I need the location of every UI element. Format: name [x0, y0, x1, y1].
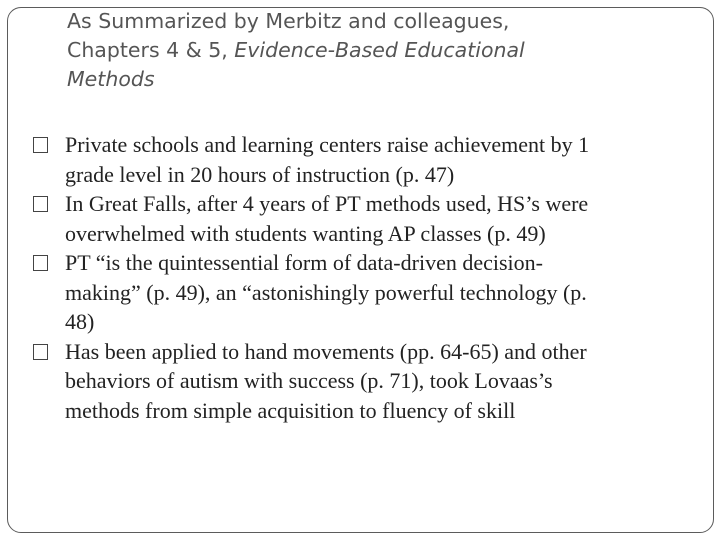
- slide-title: [67, 7, 687, 94]
- bullet-line: grade level in 20 hours of instruction (p. 47): [65, 161, 455, 187]
- bullet-line: Private schools and learning centers raise achievement by 1: [65, 132, 590, 157]
- bullet-item: [30, 189, 670, 248]
- title-line: [67, 36, 687, 65]
- bullet-item: [30, 248, 670, 337]
- title-line: As Summarized by Merbitz and colleagues,: [67, 9, 510, 33]
- hollow-square-bullet-icon: [33, 196, 48, 212]
- title-italic-text: Evidence-Based Educational: [234, 38, 525, 62]
- hollow-square-bullet-icon: [33, 255, 48, 271]
- bullet-line: making” (p. 49), an “astonishingly powerful technology (p.: [65, 279, 587, 305]
- bullet-line: overwhelmed with students wanting AP classes (p. 49): [65, 220, 546, 246]
- bullet-item: [30, 337, 670, 426]
- bullet-line: methods from simple acquisition to fluency of skill: [65, 397, 516, 423]
- title-text: Chapters 4 & 5,: [67, 38, 235, 62]
- hollow-square-bullet-icon: [33, 137, 48, 153]
- bullet-item: [30, 130, 670, 189]
- bullet-line: PT “is the quintessential form of data-driven decision-: [65, 250, 543, 275]
- hollow-square-bullet-icon: [33, 344, 48, 360]
- bullet-list: [30, 130, 670, 425]
- bullet-line: 48): [65, 309, 95, 334]
- bullet-line: Has been applied to hand movements (pp. 64-65) and other: [65, 338, 587, 364]
- bullet-line: In Great Falls, after 4 years of PT methods used, HS’s were: [65, 191, 589, 216]
- title-line: Methods: [67, 67, 155, 91]
- bullet-line: behaviors of autism with success (p. 71), took Lovaas’s: [65, 368, 553, 393]
